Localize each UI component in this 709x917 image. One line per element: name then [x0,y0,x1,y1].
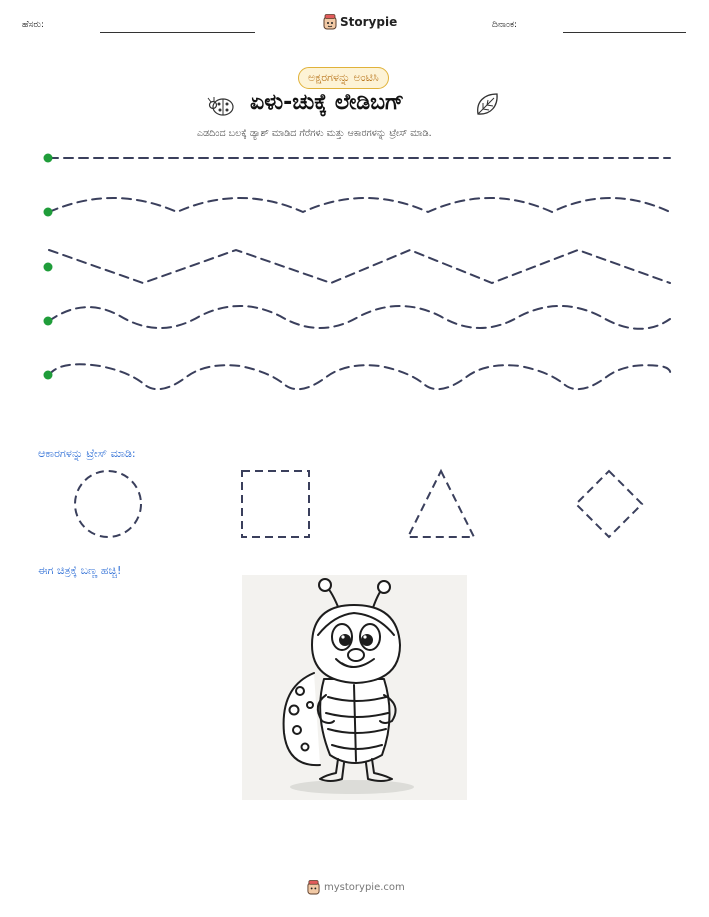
coloring-heading: ಈಗ ಚಿತ್ರಕ್ಕೆ ಬಣ್ಣ ಹಚ್ಚಿ! [38,564,122,577]
shapes-heading: ಆಕಾರಗಳನ್ನು ಟ್ರೇಸ್ ಮಾಡಿ: [38,447,136,460]
storypie-mascot-icon [307,880,320,895]
trace-diamond[interactable] [576,471,642,537]
trace-square[interactable] [242,471,309,537]
trace-line-wave[interactable] [49,306,670,329]
name-label: ಹೆಸರು: [22,20,45,30]
footer-site-link[interactable]: mystorypie.com [324,882,405,893]
start-dot [44,317,53,326]
coloring-image-panel [242,575,467,800]
trace-line-scallop[interactable] [49,198,670,212]
start-dot [44,154,53,163]
start-dot [44,371,53,380]
instructions-text: ಎಡದಿಂದ ಬಲಕ್ಕೆ ಡ್ಯಾಶ್ ಮಾಡಿದ ಗೆರೆಗಳು ಮತ್ತು ಆಕಾರಗಳನ್ನು ಟ್ರೇಸ್ ಮಾಡಿ. [197,128,432,139]
start-dot [44,208,53,217]
category-badge: ಅಕ್ಷರಗಳನ್ನು ಅಂಟಿಸಿ [298,67,389,89]
ladybug-character-image [242,575,467,800]
date-label: ದಿನಾಂಕ: [492,20,518,30]
footer [307,880,405,895]
trace-circle[interactable] [75,471,141,537]
tracing-lines-area [0,0,709,420]
trace-triangle[interactable] [408,471,474,537]
brand-name: Storypie [340,15,398,29]
worksheet-title: ಏಳು-ಚುಕ್ಕೆ ಲೇಡಿಬಗ್ [250,90,405,115]
trace-line-bumpy-wave[interactable] [49,364,670,389]
trace-line-zigzag[interactable] [49,250,670,283]
start-dot [44,263,53,272]
trace-shapes-area [0,460,709,550]
